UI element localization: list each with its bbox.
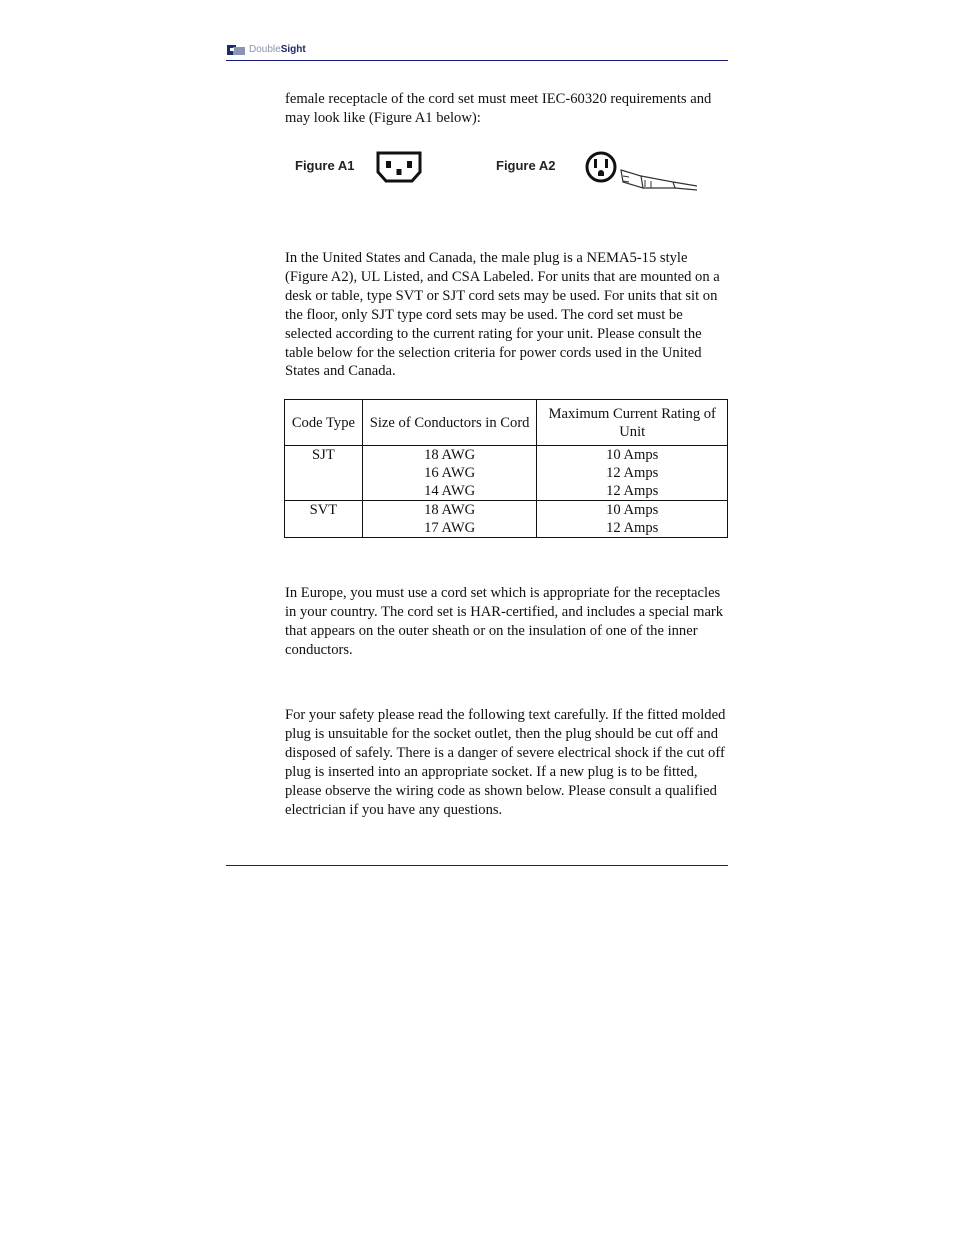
current-rating: 12 Amps [606,465,659,481]
current-rating: 10 Amps [606,447,659,463]
conductor-size: 14 AWG [424,483,476,499]
iec-receptacle-icon [374,150,424,184]
cord-selection-table [284,399,728,538]
column-header: Size of Conductors in Cord [362,400,537,446]
conductor-size: 18 AWG [424,447,476,463]
nema-plug-icon [585,148,705,198]
table-header-row [285,400,728,446]
code-type-cell: SJT [285,446,363,501]
safety-paragraph: For your safety please read the following text carefully. If the fitted molded plug is unsuitable for the socket outlet, then the plug should be cut off and disposed of safely. There is a danger of severe electrical shock if the cut off plug is inserted into an appropriate socket. If a new plug is to be fitted, please observe the wiring code as shown below. Please consult a qualified electrician if you have any questions. [285,707,726,818]
current-rating: 12 Amps [606,483,659,499]
us-canada-paragraph: In the United States and Canada, the male plug is a NEMA5-15 style (Figure A2), UL Listed, and CSA Labeled. For units that are mounted on a desk or table, type SVT or SJT cord sets may be used. For units that sit on the floor, only SJT type cord sets may be used. The cord set must be selected according to the current rating for your unit. Please consult the table below for the selection criteria for power cords used in the United States and Canada. [285,250,720,380]
table-row [285,501,728,538]
figure-a1-label: Figure A1 [295,158,355,173]
column-header: Code Type [285,400,363,446]
footer-rule [226,865,728,866]
header-rule [226,60,728,61]
header-logo [227,42,306,58]
intro-paragraph: female receptacle of the cord set must meet IEC-60320 requirements and may look like (Figure A1 below): [285,91,712,126]
logo-text: DoubleSight [249,44,306,55]
code-type-cell: SVT [285,501,363,538]
conductor-size: 17 AWG [424,520,476,536]
figure-a2-label: Figure A2 [496,158,556,173]
conductor-size-cell [362,501,537,538]
current-rating: 12 Amps [606,520,659,536]
conductor-size: 18 AWG [424,502,476,518]
column-header: Maximum Current Rating of Unit [537,400,728,446]
conductor-size: 16 AWG [424,465,476,481]
current-rating: 10 Amps [606,502,659,518]
current-rating-cell [537,446,728,501]
logo-icon [227,44,247,56]
current-rating-cell [537,501,728,538]
figure-row [285,140,725,200]
table-row [285,446,728,501]
europe-paragraph: In Europe, you must use a cord set which is appropriate for the receptacles in your country. The cord set is HAR-certified, and includes a special mark that appears on the outer sheath or on the insulation of one of the inner conductors. [285,585,724,658]
conductor-size-cell [362,446,537,501]
